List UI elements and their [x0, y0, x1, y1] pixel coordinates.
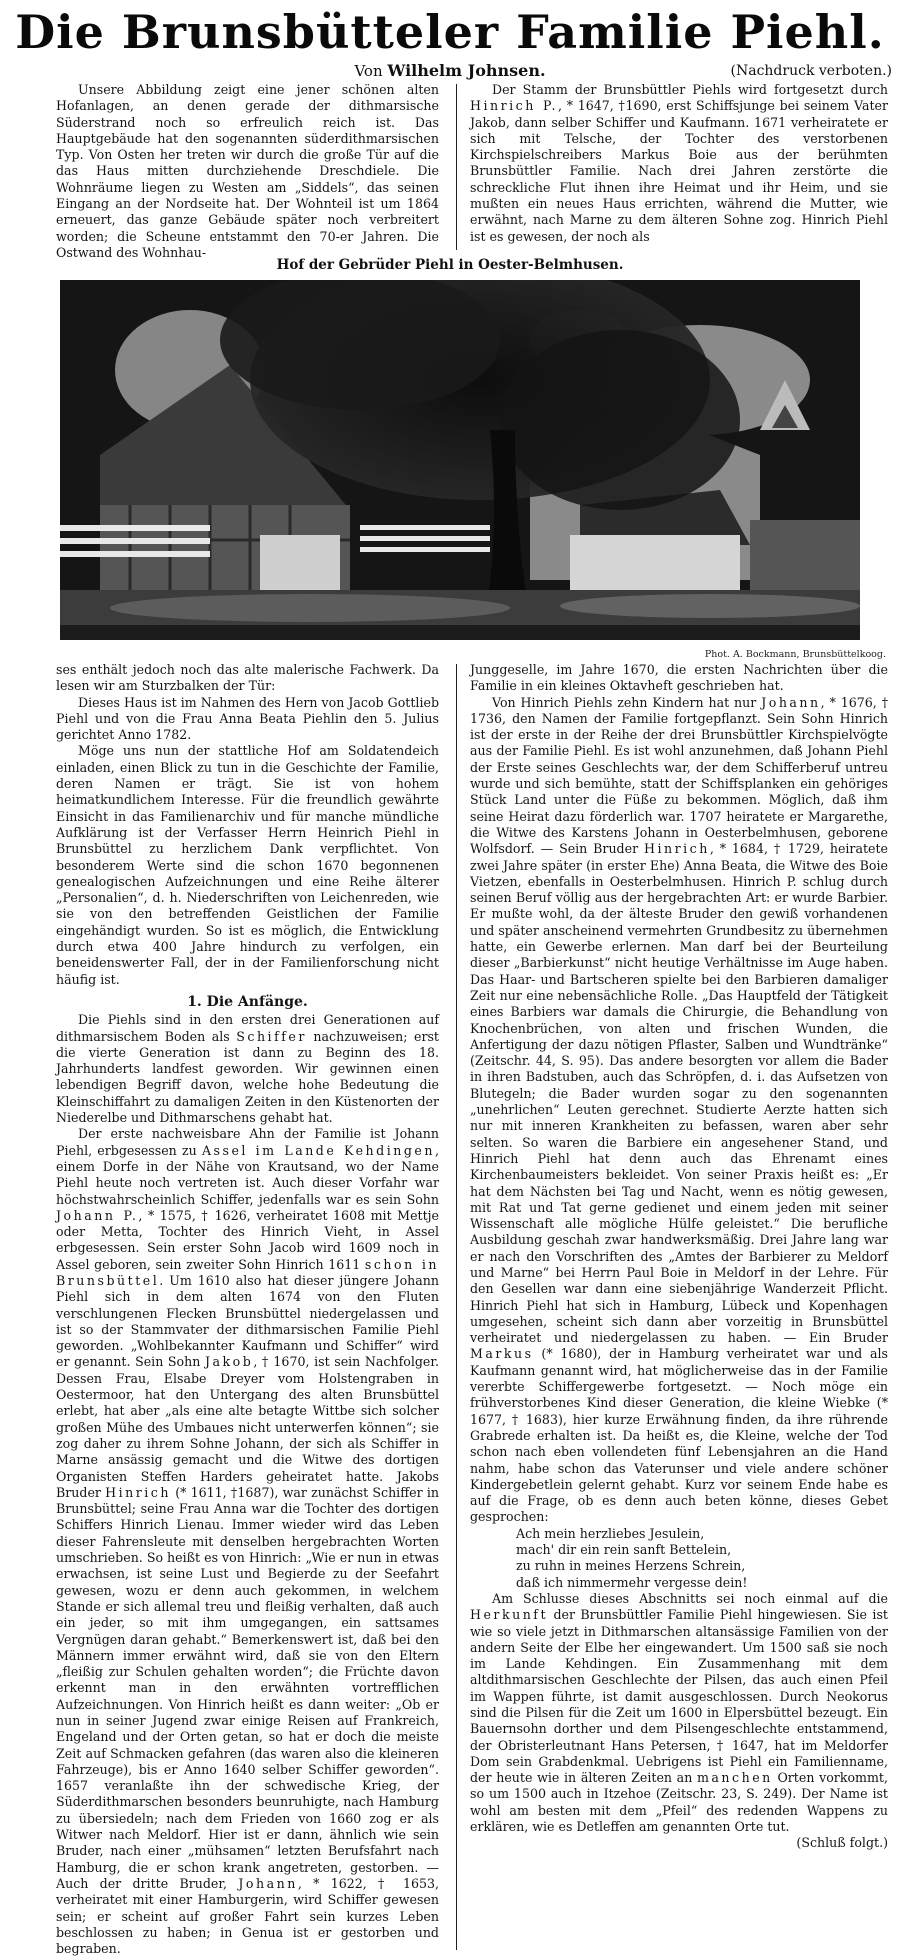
- text-run: (* 1680), der in Hamburg verheiratet war und als Kaufmann genannt wird, hat möglicherweise das in der Familie vererbte Schiffergewerbe fortgesetzt. — Noch möge ein frühverstorbenes Kind dieser Generation, die kleine Wiebke (* 1677, † 1683), hier kurze Erwähnung finden, da ihre rührende Grabrede erhalten ist. Da heißt es, die Kleine, welche der Tod schon nach eben vollendeten fünf Lebensjahren an die Hand nahm, habe schon das Vaterunser und viele andere schöner Kindergebetlein gelernt gehabt. Kurz vor seinem Ende habe es auf die Frage, ob es denn auch beten könne, dieses Gebet gesprochen:: [470, 1346, 888, 1525]
- emphasized-word: Hinrich: [105, 1484, 171, 1500]
- paragraph: [56, 1126, 439, 1957]
- byline-prefix: Von: [354, 62, 383, 80]
- emphasized-word: Johann P.: [56, 1207, 139, 1223]
- emphasized-word: Johann: [238, 1875, 298, 1891]
- top-left-column: [56, 82, 439, 261]
- paragraph: Möge uns nun der stattliche Hof am Soldatendeich einladen, einen Blick zu tun in die Geschichte der Familie, deren Namen er trägt. Sie ist von hohem heimatkundlichem Interesse. Für die freundlich gewährte Einsicht in das Familienarchiv und für manche mündliche Aufklärung ist der Verfasser Herrn Heinrich Piehl in Brunsbüttel zu herzlichem Dank verpflichtet. Von besonderem Werte sind die schon 1670 begonnenen genealogischen Aufzeichnungen und eine Reihe älterer „Personalien“, d. h. Niederschriften von Leichenreden, wie sie von den betreffenden Geistlichen der Familie eingehändigt wurden. So ist es möglich, die Entwicklung durch etwa 400 Jahre hindurch zu verfolgen, ein beneidenswerter Fall, der in der Familienforschung nicht häufig ist.: [56, 743, 439, 987]
- emphasized-word: Markus: [470, 1346, 534, 1362]
- verse-line: mach' dir ein rein sanft Bettelein,: [516, 1542, 732, 1558]
- paragraph: [56, 1012, 439, 1126]
- emphasized-word: schon in Brunsbüttel: [56, 1256, 439, 1288]
- text-run: Der Stamm der Brunsbüttler Piehls wird fortgesetzt durch: [492, 82, 888, 97]
- figure-caption: Hof der Gebrüder Piehl in Oester-Belmhusen.: [276, 257, 624, 273]
- section-heading: 1. Die Anfänge.: [187, 993, 308, 1010]
- emphasized-word: Assel im Lande Kehdingen: [201, 1142, 435, 1158]
- text-run: . Um 1610 also hat dieser jüngere Johann Piehl sich in dem alten 1674 von den Fluten verschlungenen Flecken Brunsbüttel niedergelassen und ist so der Stammvater der dithmarsischen Familie Piehl geworden. „Wohlbekannter Kaufmann und Schiffer“ wird er genannt. Sein Sohn: [56, 1272, 439, 1370]
- text-run: Die Piehls sind in den ersten drei Generationen auf dithmarsischem Boden als: [56, 1012, 439, 1044]
- text-run: Orten vorkommt, so um 1500 auch in Itzehoe (Zeitschr. 23, S. 249). Der Name ist wohl am besten mit dem „Pfeil“ des redenden Wappens zu erklären, wie es Detleffen am genannten Orte tut.: [470, 1770, 888, 1835]
- emphasized-name: Hinrich P.: [470, 98, 558, 114]
- text-run: , * 1647, †1690, erst Schiffsjunge bei seinem Vater Jakob, dann selber Schiffer und Kaufmann. 1671 verheiratete er sich mit Telsche, der Tochter des verstorbenen Kirchspielschreibers Markus Boie aus der berühmten Brunsbüttler Familie. Nach drei Jahren zerstörte die schreckliche Flut ihnen ihre Heimat und ihr Heim, und sie mußten ein neues Haus errichten, während die Mutter, wie erwähnt, nach Marne zu dem älteren Sohne zog. Hinrich Piehl ist es gewesen, der noch als: [470, 98, 888, 244]
- verse-line: daß ich nimmermehr vergesse dein!: [516, 1574, 748, 1590]
- farmstead-photo-image: [60, 280, 860, 640]
- article-title: Die Brunsbütteler Familie Piehl.: [15, 5, 885, 59]
- right-column: [470, 662, 888, 1852]
- text-run: , † 1670, ist sein Nachfolger. Dessen Frau, Elsabe Dreyer vom Holstengraben in Oestermoor, hat den Untergang des alten Brunsbüttel erlebt, hat aber „als eine alte betagte Wittbe sich solcher großen Mühe des Umbaues nicht unterwerfen können“; sie zog daher zu ihrem Sohne Johann, der sich als Schiffer in Marne ansässig gemacht und die Witwe des dortigen Organisten Steffen Harders geheiratet hatte. Jakobs Bruder: [56, 1354, 440, 1500]
- top-right-column: [470, 82, 888, 245]
- paragraph: ses enthält jedoch noch das alte malerische Fachwerk. Da lesen wir am Sturzbalken der Tür:: [56, 662, 439, 694]
- emphasized-word: manchen: [696, 1770, 773, 1786]
- author-name: Wilhelm Johnsen.: [387, 61, 546, 80]
- text-run: nachzuweisen; erst die vierte Generation ist dann zu Beginn des 18. Jahrhunderts landfest geworden. Wir gewinnen einen lebendigen Begriff davon, welche hohe Bedeutung die Kleinschiffahrt zu damaligen Zeiten in den Küstenorten der Niederelbe und Dithmarschens gehabt hat.: [56, 1028, 439, 1126]
- paragraph: Unsere Abbildung zeigt eine jener schönen alten Hofanlagen, an denen gerade der dithmarsische Süderstrand noch so erfreulich reich ist. Das Hauptgebäude hat den sogenannten süderdithmarsischen Typ. Von Osten her treten wir durch die große Tür auf die das Haus mitten durchziehende Dreschdiele. Die Wohnräume liegen zu Westen am „Siddels“, das seinen Eingang an der Nordseite hat. Der Wohnteil ist um 1864 erneuert, das ganze Gebäude später noch verbreitert worden; die Scheune entstammt den 70-er Jahren. Die Ostwand des Wohnhau-: [56, 82, 439, 260]
- emphasized-word: Jakob: [204, 1354, 254, 1370]
- text-run: Der erste nachweisbare Ahn der Familie ist Johann Piehl, erbgesessen zu: [56, 1126, 439, 1158]
- paragraph: [470, 82, 888, 245]
- text-run: Von Hinrich Piehls zehn Kindern hat nur: [492, 694, 762, 710]
- verse-line: zu ruhn in meines Herzens Schrein,: [516, 1558, 746, 1574]
- reprint-notice: (Nachdruck verboten.): [730, 63, 892, 79]
- emphasized-word: Hinrich: [643, 841, 710, 857]
- photo-credit: Phot. A. Bockmann, Brunsbüttelkoog.: [704, 649, 886, 660]
- emphasized-word: Schiffer: [236, 1028, 307, 1044]
- text-run: , * 1622, † 1653, verheiratet mit einer Hamburgerin, wird Schiffer gewesen sein; er scheint auf großer Fahrt sein kurzes Leben beschlossen zu haben; in Genua ist er gestorben und begraben.: [56, 1875, 439, 1957]
- emphasized-word: Johann: [761, 694, 821, 710]
- column-divider: [456, 84, 457, 250]
- paragraph: [470, 695, 888, 1526]
- text-run: , * 1684, † 1729, heiratete zwei Jahre später (in erster Ehe) Anna Beata, die Witwe des Boie Vietzen, ebenfalls in Oesterbelmhusen. Hinrich P. schlug durch seinen Beruf völlig aus der hergebrachten Art: er wurde Barbier. Er mußte wohl, da der älteste Bruder den gewiß vorhandenen und später anscheinend vermehrten Grundbesitz zu übernehmen hatte, ein Gewerbe erlernen. Man darf bei der Beurteilung dieser „Barbierkunst“ nicht heutige Verhältnisse im Auge haben. Das Haar- und Bartscheren spielte bei den Barbieren damaliger Zeit nur eine nebensächliche Rolle. „Das Hauptfeld der Tätigkeit eines Barbiers war damals die Chirurgie, die Behandlung von Knochenbrüchen, von alten und frischen Wunden, die Anfertigung der dazu nötigen Pflaster, Salben und Wundtränke“ (Zeitschr. 44, S. 95). Das andere besorgten vor allem die Bader in ihren Badstuben, auch das Schröpfen, d. i. das Aufsetzen von Blutegeln; die Bader wurden sogar zu den sogenannten „unehrlichen“ Leuten gerechnet. Studierte Aerzte hatten sich nur mit inneren Krankheiten zu befassen, waren aber sehr selten. So waren die Barbiere ein angesehener Stand, und Hinrich Piehl hat denn auch das Ehrenamt eines Kirchenbaumeisters bekleidet. Von seiner Praxis heißt es: „Er hat dem Nächsten bei Tag und Nacht, wenn es nötig gewesen, mit Rat und Tat gerne gedienet und einem jeden mit seiner Wissenschaft alle mögliche Hülfe geleistet.“ Die berufliche Ausbildung geschah zwar handwerksmäßig. Drei Jahre lang war er nach den Vorschriften des „Amtes der Barbierer zu Meldorf und Marne“ bei Herrn Paul Boie in Meldorf in der Lehre. Für den Gesellen war dann eine siebenjährige Wanderzeit Pflicht. Hinrich Piehl hat sich in Hamburg, Lübeck und Kopenhagen umgesehen, scheint sich dann aber vorzeitig in Brunsbüttel verheiratet und niedergelassen zu haben. — Ein Bruder: [470, 841, 888, 1346]
- door-inscription: Dieses Haus ist im Nahmen des Hern von Jacob Gottlieb Piehl und von die Frau Anna Beata Piehlin den 5. Julius gerichtet Anno 1782.: [56, 694, 439, 743]
- byline: [0, 60, 900, 82]
- text-run: Am Schlusse dieses Abschnitts sei noch einmal auf die: [492, 1590, 888, 1606]
- text-run: (* 1611, †1687), war zunächst Schiffer in Brunsbüttel; seine Frau Anna war die Tochter des dortigen Schiffers Hinrich Lienau. Immer wieder wird das Leben dieser Fahrensleute mit denselben hergebrachten Worten umschrieben. So heißt es von Hinrich: „Wie er nun in etwas erwachsen, ist seine Lust und Begierde zu der Seefahrt gewesen, wozu er denn auch gekommen, in welchem Stande er sich allemal treu und fleißig verhalten, daß auch ein jeder, so mit ihm umgegangen, ein sattsames Vergnügen daran gehabt.“ Bemerkenswert ist, daß bei den Männern immer erwähnt wird, daß sie von den Eltern „fleißig zur Schulen gehalten worden“; die Früchte davon erkennt man in den erwähnten vortrefflichen Aufzeichnungen. Von Hinrich heißt es dann weiter: „Ob er nun in seiner Jugend zwar einige Reisen auf Frankreich, Engeland und der Orten getan, so hat er doch die meiste Zeit auf Schmacken gefahren (das waren also die kleineren Fahrzeuge), bis er Anno 1640 selber Schiffer geworden“. 1657 veranlaßte ihn der schwedische Krieg, der Süderdithmarschen besonders beunruhigte, nach Hamburg zu übersiedeln; nach dem Frieden von 1660 zog er als Witwer nach Meldorf. Hier ist er dann, ähnlich wie sein Bruder, nach einer „mühsamen“ letzten Berufsfahrt nach Hamburg, die er schon krank angetreten, gestorben. — Auch der dritte Bruder,: [56, 1484, 439, 1891]
- text-run: , * 1676, † 1736, den Namen der Familie fortgepflanzt. Sein Sohn Hinrich ist der erste in der Reihe der drei Brunsbüttler Kirchspielvögte aus der Familie Piehl. Es ist wohl anzunehmen, daß Johann Piehl der Erste seines Geschlechts war, der dem Schifferberuf untreu wurde und sich bemühte, statt der Schiffsplanken ein gehöriges Stück Land unter die Füße zu bekommen. Möglich, daß ihm seine Heirat dazu förderlich war. 1707 heiratete er Margarethe, die Witwe des Karstens Johann in Oesterbelmhusen, geborene Wolfsdorf. — Sein Bruder: [470, 694, 888, 857]
- text-run: , einem Dorfe in der Nähe von Krautsand, wo der Name Piehl heute noch vertreten ist. Auch dieser Vorfahr war höchstwahrscheinlich Schiffer, jedenfalls war es sein Sohn: [56, 1142, 440, 1207]
- paragraph: Junggeselle, im Jahre 1670, die ersten Nachrichten über die Familie in ein kleines Oktavheft geschrieben hat.: [470, 662, 888, 694]
- paragraph: [470, 1591, 888, 1835]
- continued-notice: (Schluß folgt.): [796, 1835, 888, 1851]
- text-run: , * 1575, † 1626, verheiratet 1608 mit Mettje oder Metta, Tochter des Hinrich Vieht, in Assel erbgesessen. Sein erster Sohn Jacob wird 1609 noch in Assel geboren, sein zweiter Sohn Hinrich 1611: [56, 1207, 439, 1272]
- photo-farmstead-icon: [60, 280, 860, 640]
- verse-line: Ach mein herzliebes Jesulein,: [516, 1525, 705, 1541]
- emphasized-word: Herkunft: [470, 1607, 549, 1623]
- left-column: [56, 662, 439, 1957]
- column-divider: [456, 664, 457, 1950]
- text-run: der Brunsbüttler Familie Piehl hingewiesen. Sie ist wie so viele jetzt in Dithmarschen altansässige Familien von der andern Seite der Elbe her eingewandert. Um 1500 saß sie noch im Lande Kehdingen. Ein Zusammenhang mit dem altdithmarsischen Geschlechte der Pilsen, das auch einen Pfeil im Wappen führte, ist damit ausgeschlossen. Durch Neokorus sind die Pilsen für die Zeit um 1600 in Elpersbüttel bezeugt. Ein Bauernsohn dorther und dem Pilsengeschlechte entstammend, der Obristerleutnant Hans Petersen, † 1647, hat im Meldorfer Dom sein Grabdenkmal. Uebrigens ist Piehl ein Familienname, der heute wie in älteren Zeiten an: [470, 1607, 888, 1786]
